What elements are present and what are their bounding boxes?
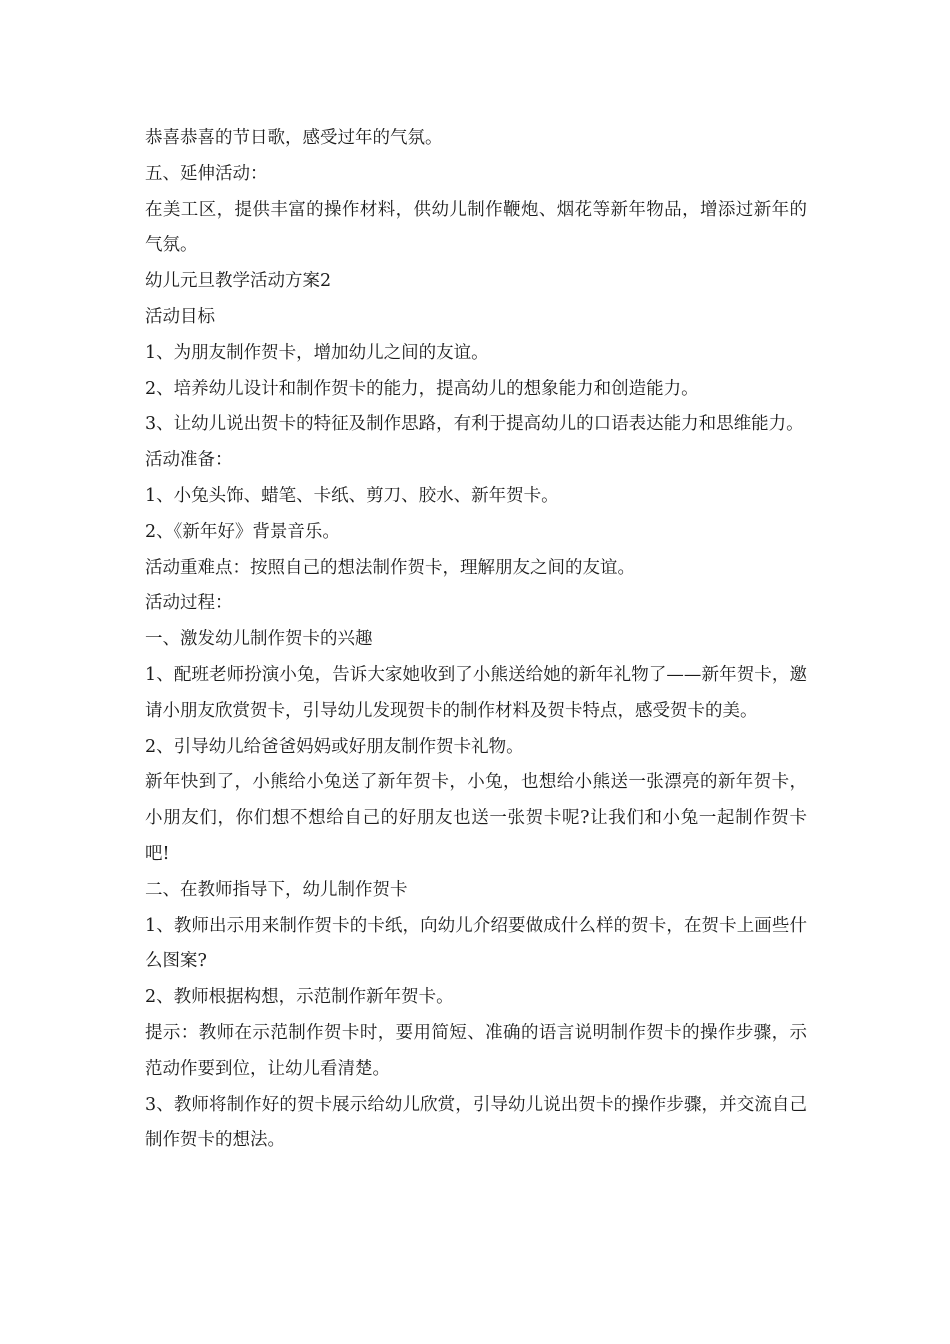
step-1-item-1: 1、配班老师扮演小兔，告诉大家她收到了小熊送给她的新年礼物了——新年贺卡，邀请小朋友欣赏贺卡，引导幼儿发现贺卡的制作材料及贺卡特点，感受贺卡的美。 xyxy=(145,664,807,721)
heading-activity-process: 活动过程： xyxy=(145,593,233,614)
heading-activity-goals: 活动目标 xyxy=(145,306,215,327)
heading-activity-preparation: 活动准备： xyxy=(145,450,233,471)
step-heading-1: 一、激发幼儿制作贺卡的兴趣 xyxy=(145,629,373,650)
paragraph-tip: 提示：教师在示范制作贺卡时，要用简短、准确的语言说明制作贺卡的操作步骤，示范动作要到位，让幼儿看清楚。 xyxy=(145,1022,807,1079)
step-2-item-1: 1、教师出示用来制作贺卡的卡纸，向幼儿介绍要做成什么样的贺卡，在贺卡上画些什么图案? xyxy=(145,915,807,972)
paragraph-new-year-story: 新年快到了，小熊给小兔送了新年贺卡，小兔，也想给小熊送一张漂亮的新年贺卡，小朋友们，你们想不想给自己的好朋友也送一张贺卡呢?让我们和小兔一起制作贺卡吧! xyxy=(145,772,807,864)
preparation-item-2: 2、《新年好》背景音乐。 xyxy=(145,521,340,542)
goal-item-1: 1、为朋友制作贺卡，增加幼儿之间的友谊。 xyxy=(145,342,489,363)
section-title-plan-2: 幼儿元旦教学活动方案2 xyxy=(145,271,332,292)
goal-item-2: 2、培养幼儿设计和制作贺卡的能力，提高幼儿的想象能力和创造能力。 xyxy=(145,378,699,399)
step-2-item-2: 2、教师根据构想，示范制作新年贺卡。 xyxy=(145,987,454,1008)
step-2-item-3: 3、教师将制作好的贺卡展示给幼儿欣赏，引导幼儿说出贺卡的操作步骤，并交流自己制作贺卡的想法。 xyxy=(145,1094,807,1151)
goal-item-3: 3、让幼儿说出贺卡的特征及制作思路，有利于提高幼儿的口语表达能力和思维能力。 xyxy=(145,414,804,435)
preparation-item-1: 1、小兔头饰、蜡笔、卡纸、剪刀、胶水、新年贺卡。 xyxy=(145,485,559,506)
step-1-item-2: 2、引导幼儿给爸爸妈妈或好朋友制作贺卡礼物。 xyxy=(145,736,524,757)
step-heading-2: 二、在教师指导下，幼儿制作贺卡 xyxy=(145,879,408,900)
heading-extension-activity: 五、延伸活动： xyxy=(145,163,268,184)
paragraph-song: 恭喜恭喜的节日歌，感受过年的气氛。 xyxy=(145,128,443,148)
paragraph-key-points: 活动重难点：按照自己的想法制作贺卡，理解朋友之间的友谊。 xyxy=(145,557,635,578)
paragraph-art-area: 在美工区，提供丰富的操作材料，供幼儿制作鞭炮、烟花等新年物品，增添过新年的气氛。 xyxy=(145,199,807,256)
document-body xyxy=(145,121,807,1159)
